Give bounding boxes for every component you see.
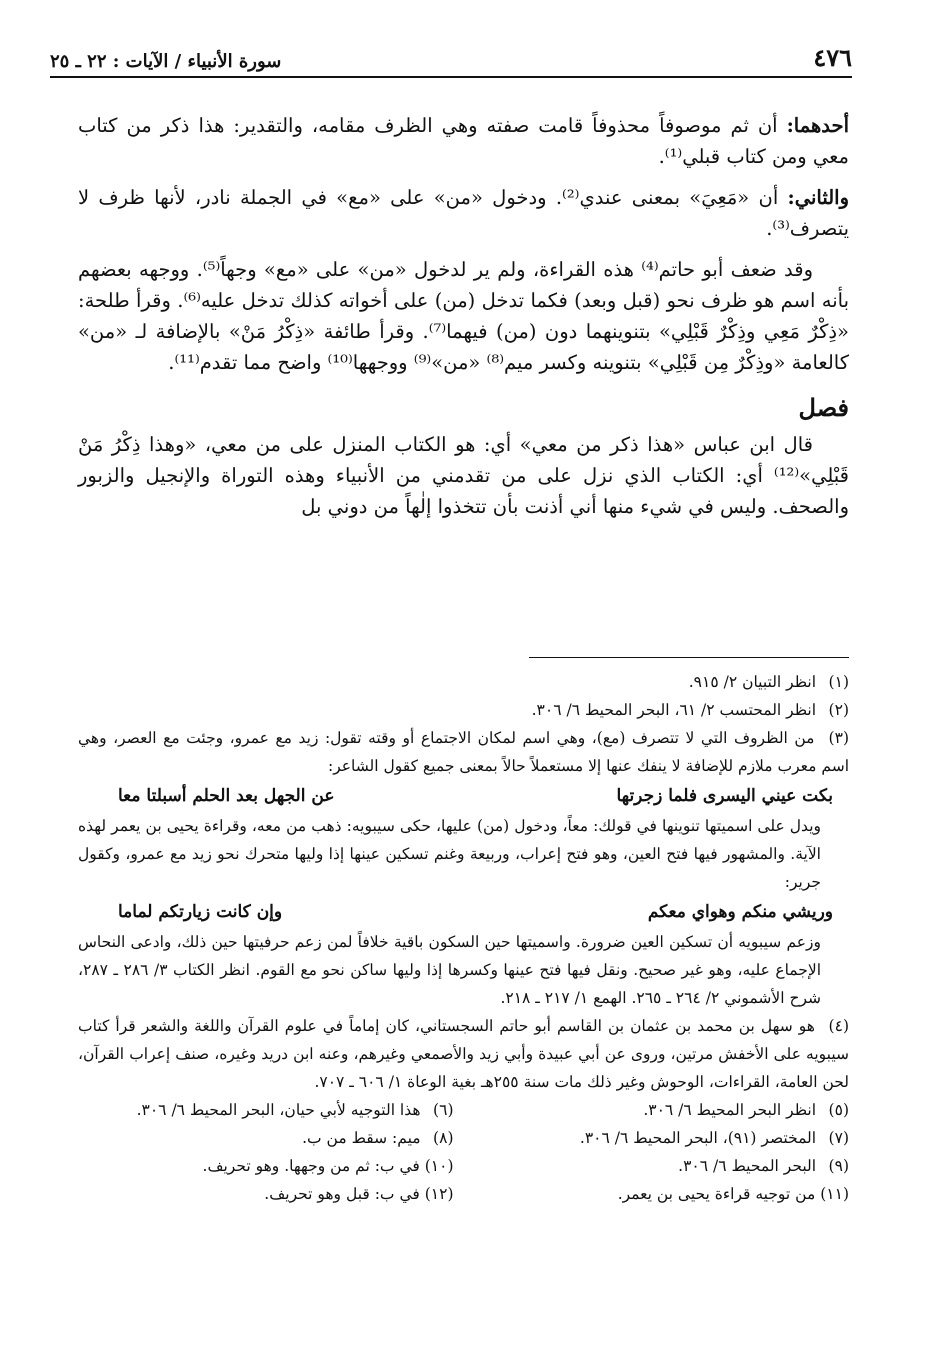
footnote-text: ميم: سقط من ب. — [302, 1129, 421, 1147]
footnote-number: (٢) — [828, 701, 849, 719]
footnote-text: البحر المحيط ٦/ ٣٠٦. — [678, 1157, 817, 1175]
footnote-2 — [78, 696, 849, 724]
footnote-number: (٨) — [433, 1129, 454, 1147]
paragraph-ibn-abbas: قال ابن عباس «هذا ذكر من معي» أي: هو الكتاب المنزل على من معي، «وهذا ذِكْرُ مَنْ قَبْلِي»⁽¹²⁾ أي: الكتاب الذي نزل على من تقدمني من الأنبياء وهذه التوراة والإنجيل والزبور والصحف. وليس في شيء منها أني أذنت بأن تتخذوا إلٰهاً من دوني بل — [78, 433, 849, 518]
footnote-number: (١٢) — [424, 1185, 454, 1203]
footnote-text: في ب: ثم من وجهها. وهو تحريف. — [202, 1157, 420, 1175]
footnote-6 — [78, 1096, 454, 1124]
footnote-text: انظر البحر المحيط ٦/ ٣٠٦. — [643, 1101, 817, 1119]
lead-first: أحدهما: — [786, 114, 849, 137]
lead-second: والثاني: — [787, 186, 849, 209]
footnote-4 — [78, 1012, 849, 1096]
footnote-3 — [78, 724, 849, 780]
verse-line-1 — [78, 780, 849, 812]
footnote-number: (٦) — [433, 1101, 454, 1119]
section-heading: فصل — [798, 393, 849, 422]
footnote-number: (١) — [828, 673, 849, 691]
footnote-8 — [78, 1124, 454, 1152]
footnote-divider — [529, 657, 849, 658]
footnote-1 — [78, 668, 849, 696]
footnote-3-end: وزعم سيبويه أن تسكين العين ضرورة. واسميتها حين السكون باقية خلافاً لمن زعم حرفيتها حين ذلك، وادعى النحاس الإجماع عليه، وهو غير صحيح. ونقل فيها فتح عينها وكسرها إذا وليها ساكن نحو مع القوم. انظر الكتاب ٣/ ٢٨٦ ـ ٢٨٧، شرح الأشموني ٢/ ٢٦٤ ـ ٢٦٥. الهمع ١/ ٢١٧ ـ ٢١٨. — [78, 933, 821, 1007]
verse-line-2 — [78, 896, 849, 928]
paragraph-first — [78, 110, 849, 172]
paragraph-readings: وقد ضعف أبو حاتم⁽⁴⁾ هذه القراءة، ولم ير لدخول «من» على «مع» وجهاً⁽⁵⁾. ووجهه بعضهم بأنه اسم هو ظرف نحو (قبل وبعد) فكما تدخل (من) على أخواته كذلك تدخل عليه⁽⁶⁾. وقرأ طلحة: «ذِكْرٌ مَعِي وذِكْرٌ قَبْلِي» بتنوينهما دون (من) فيهما⁽⁷⁾. وقرأ طائفة «ذِكْرُ مَنْ» بالإضافة لـ «من» كالعامة «وذِكْرٌ مِن قَبْلِي» بتنوينه وكسر ميم⁽⁸⁾ «من»⁽⁹⁾ ووجهها⁽¹⁰⁾ واضح مما تقدم⁽¹¹⁾. — [78, 258, 849, 374]
footnote-9 — [474, 1152, 850, 1180]
footnote-text: انظر المحتسب ٢/ ٦١، البحر المحيط ٦/ ٣٠٦. — [531, 701, 817, 719]
footnote-text: من توجيه قراءة يحيى بن يعمر. — [617, 1185, 816, 1203]
footnote-text: هو سهل بن محمد بن عثمان بن القاسم أبو حاتم السجستاني، كان إماماً في علوم القرآن واللغة والشعر قرأ كتاب سيبويه على الأخفش مرتين، وروى عن أبي عبيدة وأبي زيد والأصمعي وغيرهم، وعنه ابن دريد وغيره، صنف إعراب القرآن، لحن العامة، القراءات، الوحوش وغير ذلك مات سنة ٢٥٥هـ بغية الوعاة ١/ ٦٠٦ ـ ٧٠٧. — [78, 1017, 849, 1091]
paragraph-second — [78, 182, 849, 244]
paragraph-first-text: أن ثم موصوفاً محذوفاً قامت صفته وهي الظرف مقامه، والتقدير: هذا ذكر من كتاب معي ومن كتاب قبلي⁽¹⁾. — [78, 114, 849, 168]
footnote-text: المختصر (٩١)، البحر المحيط ٦/ ٣٠٦. — [579, 1129, 817, 1147]
footnote-5 — [474, 1096, 850, 1124]
footnote-text: من الظروف التي لا تتصرف (مع)، وهي اسم لمكان الاجتماع أو وقته تقول: زيد مع عمرو، وجئت مع العصر، وهي اسم معرب ملازم للإضافة لا ينفك عنها إلا مستعملاً حالاً بمعنى جميع كقول الشاعر: — [78, 729, 849, 775]
verse-hemistich: وريشي منكم وهواي معكم — [647, 902, 833, 922]
footnote-3-continued: ويدل على اسميتها تنوينها في قولك: معاً، ودخول (من) عليها، حكى سيبويه: ذهب من معه، وقراءة يحيى بن يعمر لهذه الآية. والمشهور فيها فتح العين، وهو فتح إعراب، وربيعة وغنم تسكين عينها إذا وليها متحرك نحو زيد مع عمرو، وكقول جرير: — [78, 817, 821, 891]
main-text — [78, 110, 849, 532]
footnotes — [78, 668, 849, 1208]
footnote-grid — [78, 1096, 849, 1208]
footnote-7 — [474, 1124, 850, 1152]
footnote-11 — [474, 1180, 850, 1208]
footnote-text: انظر التبيان ٢/ ٩١٥. — [688, 673, 817, 691]
footnote-text: في ب: قبل وهو تحريف. — [264, 1185, 420, 1203]
verse-hemistich: بكت عيني اليسرى فلما زجرتها — [616, 786, 833, 806]
footnote-number: (٥) — [828, 1101, 849, 1119]
footnote-number: (٩) — [828, 1157, 849, 1175]
footnote-12 — [78, 1180, 454, 1208]
footnote-text: هذا التوجيه لأبي حيان، البحر المحيط ٦/ ٣٠٦. — [136, 1101, 421, 1119]
footnote-number: (١٠) — [424, 1157, 454, 1175]
footnote-number: (٧) — [828, 1129, 849, 1147]
footnote-number: (٣) — [828, 729, 849, 747]
footnote-number: (١١) — [820, 1185, 849, 1203]
verse-hemistich: عن الجهل بعد الحلم أسبلتا معا — [118, 786, 335, 806]
footnote-number: (٤) — [828, 1017, 849, 1035]
surah-title: سورة الأنبياء / الآيات : ٢٢ ـ ٢٥ — [50, 51, 282, 72]
page-number: ٤٧٦ — [813, 43, 852, 72]
paragraph-second-text: أن «مَعِيَ» بمعنى عندي⁽²⁾. ودخول «من» على «مع» في الجملة نادر، لأنها ظرف لا يتصرف⁽³⁾. — [78, 186, 849, 240]
running-head — [50, 34, 852, 78]
footnote-10 — [78, 1152, 454, 1180]
verse-hemistich: وإن كانت زيارتكم لماما — [118, 902, 283, 922]
